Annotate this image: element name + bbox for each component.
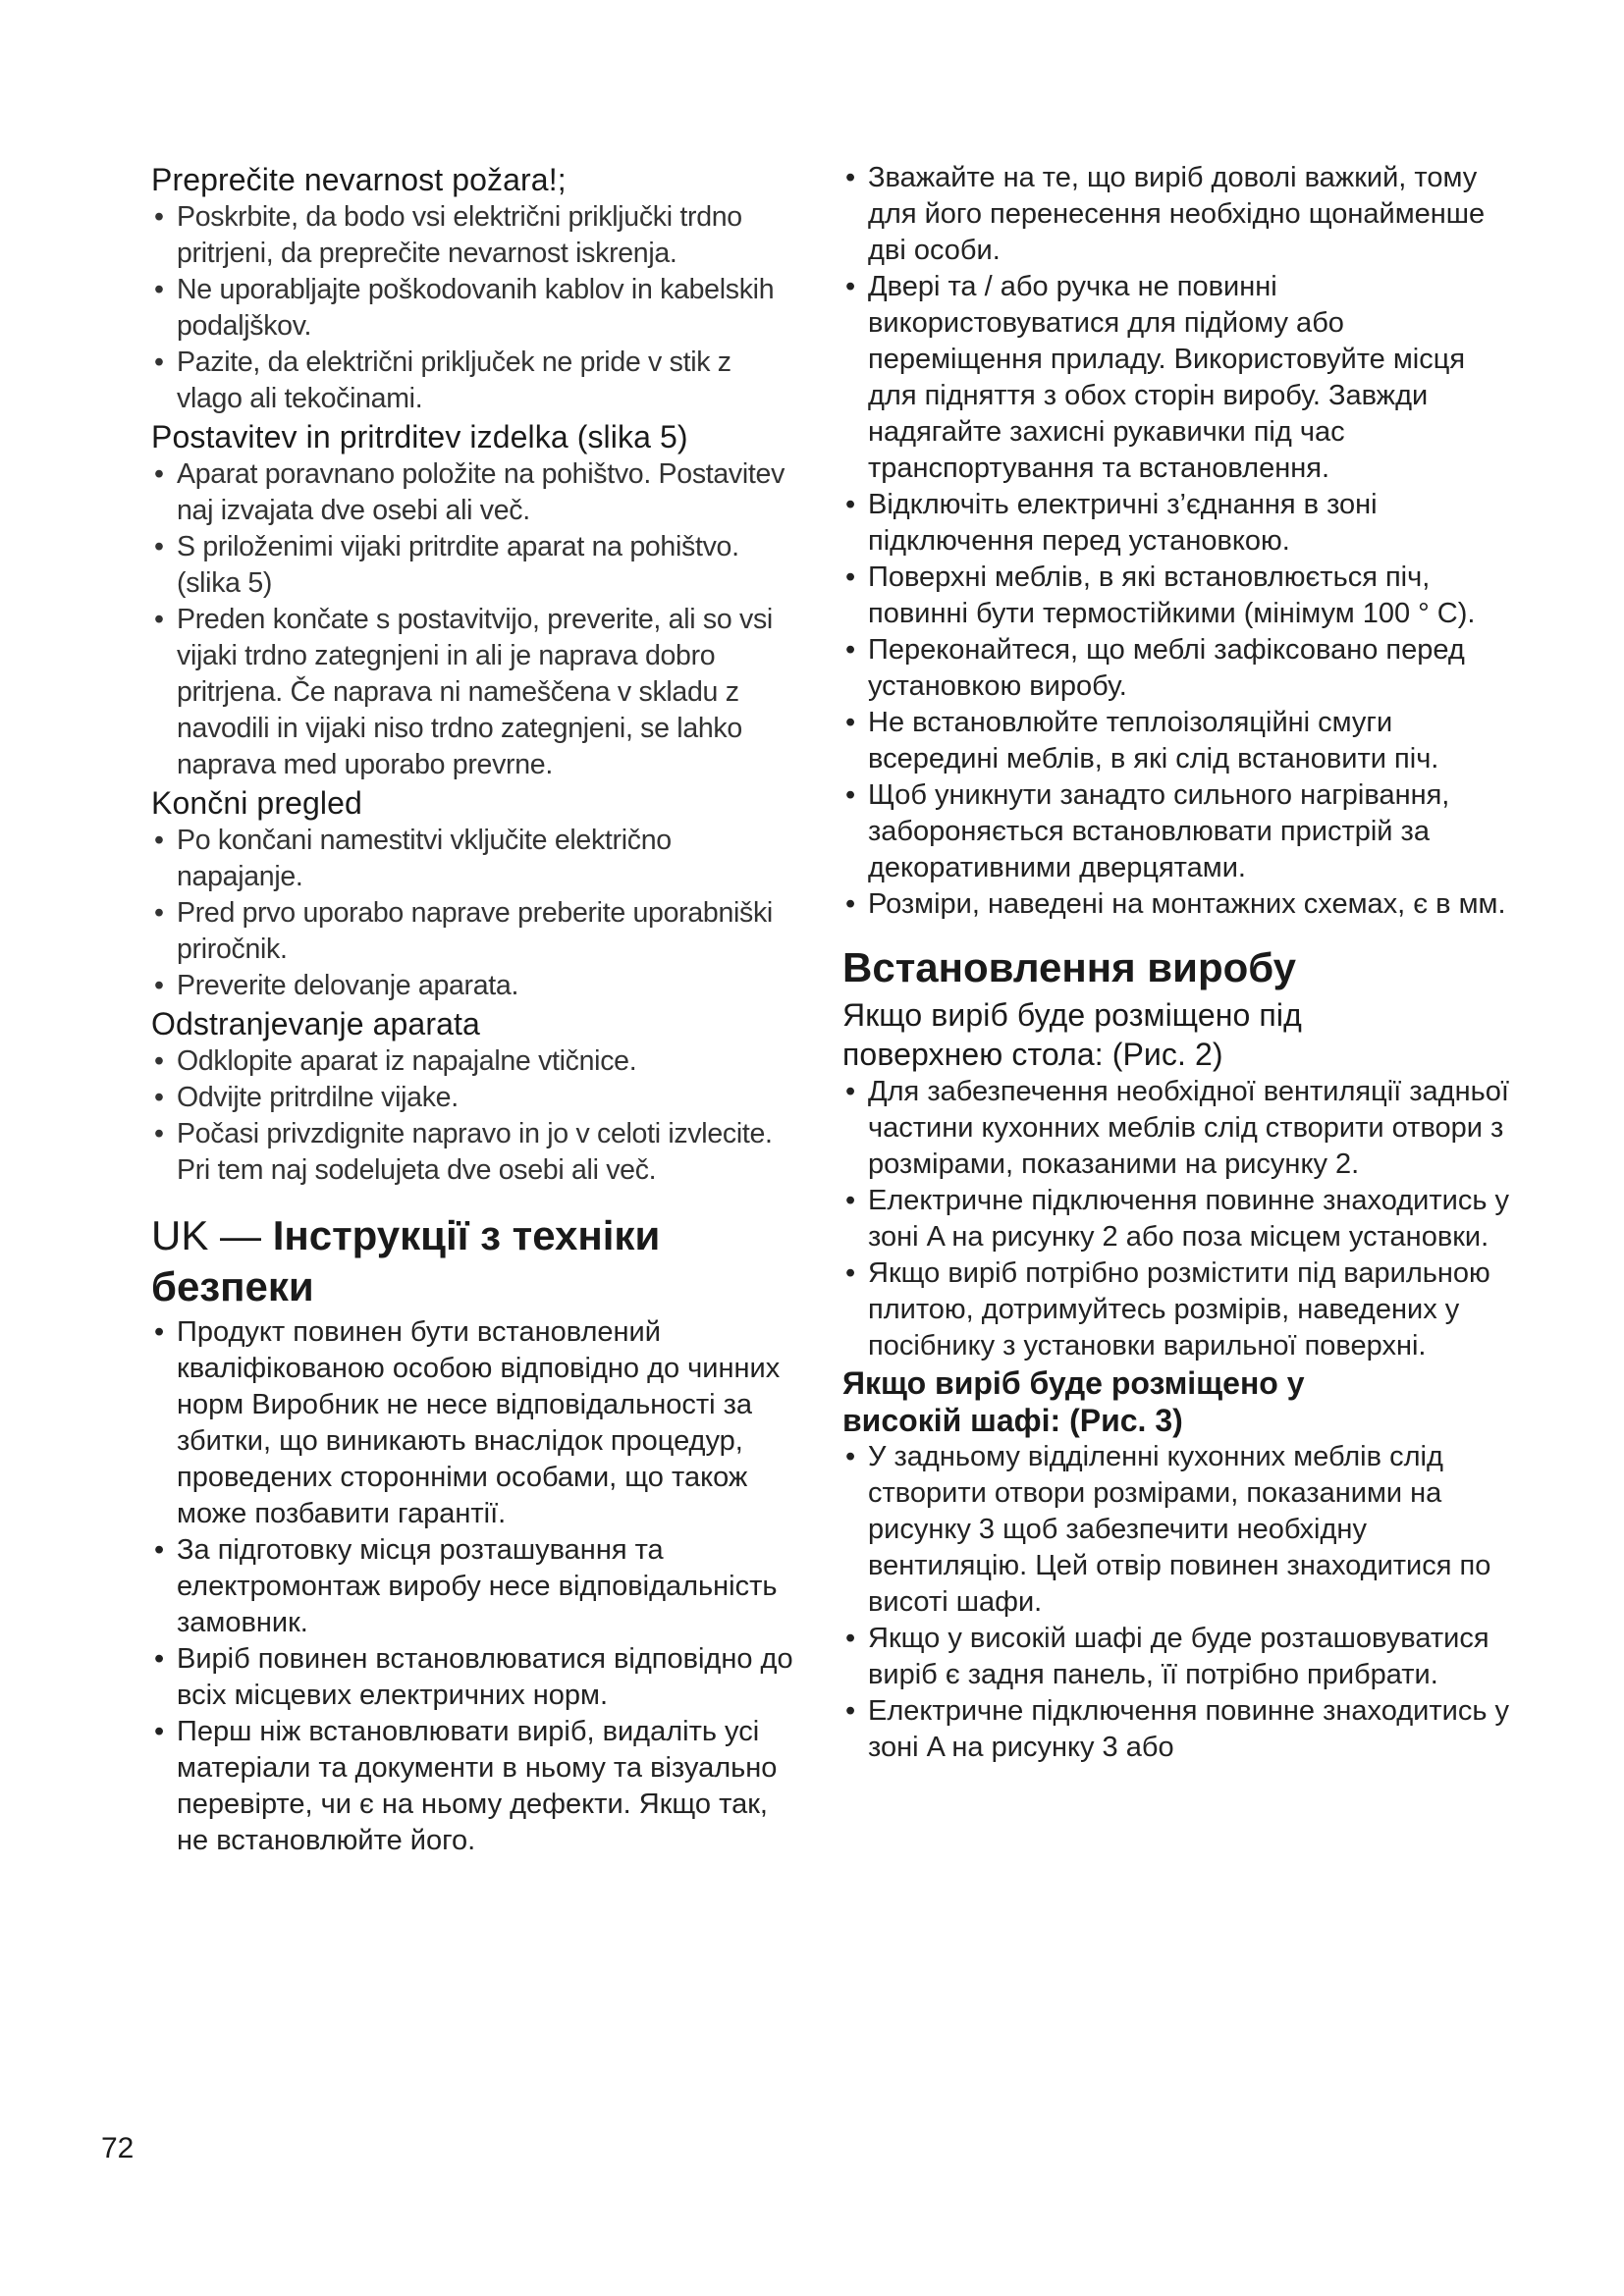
final-check-heading: Končni pregled: [151, 785, 362, 821]
placement-heading: Postavitev in pritrditev izdelka (slika 5): [151, 419, 688, 454]
list-item: • Preden končate s postavitvijo, preverite, ali so vsi vijaki trdno zategnjeni in ali je naprava dobro pritrjena. Če naprava ni nameščena v skladu z navodili in vijaki niso trdno zategnjeni, se lahko naprava med uporabo prevrne.: [151, 602, 799, 783]
list-item: • Odvijte pritrdilne vijake.: [151, 1080, 799, 1116]
list-item: • Odklopite aparat iz napajalne vtičnice.: [151, 1043, 799, 1080]
uk-safety-title: Інструкції з техніки безпеки: [151, 1212, 661, 1309]
under-table-list: [842, 1074, 1510, 1364]
uk-language-prefix: UK —: [151, 1212, 262, 1258]
list-item: • Не встановлюйте теплоізоляційні смуги всередині меблів, в які слід встановити піч.: [842, 705, 1510, 777]
list-item: • S priloženimi vijaki pritrdite aparat na pohištvo. (slika 5): [151, 529, 799, 602]
tall-cabinet-heading: Якщо виріб буде розміщено у високій шафі: (Рис. 3): [842, 1365, 1305, 1438]
fire-hazard-list: [151, 199, 799, 417]
slovenian-section: [151, 160, 799, 1189]
list-item: • Якщо виріб потрібно розмістити під варильною плитою, дотримуйтесь розмірів, наведених у посібнику з установки варильної поверхні.: [842, 1255, 1510, 1364]
fire-hazard-heading: Preprečite nevarnost požara!;: [151, 162, 567, 197]
list-item: • Електричне підключення повинне знаходитись у зоні A на рисунку 2 або поза місцем установки.: [842, 1183, 1510, 1255]
list-item: • Переконайтеся, що меблі зафіксовано перед установкою виробу.: [842, 632, 1510, 705]
list-item: • Pazite, da električni priključek ne pride v stik z vlago ali tekočinami.: [151, 345, 799, 417]
list-item: • Якщо у високій шафі де буде розташовуватися виріб є задня панель, її потрібно прибрати.: [842, 1621, 1510, 1693]
list-item: • У задньому відділенні кухонних меблів слід створити отвори розмірами, показаними на рисунку 3 щоб забезпечити необхідну вентиляцію. Цей отвір повинен знаходитися по висоті шафи.: [842, 1439, 1510, 1621]
list-item: • Відключіть електричні з’єднання в зоні підключення перед установкою.: [842, 487, 1510, 560]
list-item: • Двері та / або ручка не повинні використовуватися для підйому або переміщення приладу. Використовуйте місця для підняття з обох сторін виробу. Завжди надягайте захисні рукавички під час транспортування та встановлення.: [842, 269, 1510, 487]
final-check-list: [151, 823, 799, 1004]
installation-heading: Встановлення виробу: [842, 944, 1296, 990]
uk-safety-list-continued: [842, 160, 1510, 923]
list-item: • Електричне підключення повинне знаходитись у зоні A на рисунку 3 або: [842, 1693, 1510, 1766]
list-item: • Poskrbite, da bodo vsi električni priključki trdno pritrjeni, da preprečite nevarnost iskrenja.: [151, 199, 799, 272]
list-item: • Po končani namestitvi vključite električno napajanje.: [151, 823, 799, 895]
list-item: • Для забезпечення необхідної вентиляції задньої частини кухонних меблів слід створити отвори з розмірами, показаними на рисунку 2.: [842, 1074, 1510, 1183]
list-item: • Продукт повинен бути встановлений кваліфікованою особою відповідно до чинних норм Виробник не несе відповідальності за збитки, що виникають внаслідок процедур, проведених сторонніми особами, що також може позбавити гарантії.: [151, 1314, 799, 1532]
list-item: • Перш ніж встановлювати виріб, видаліть усі матеріали та документи в ньому та візуально перевірте, чи є на ньому дефекти. Якщо так, не встановлюйте його.: [151, 1714, 799, 1859]
page-number: 72: [101, 2132, 135, 2164]
removal-heading: Odstranjevanje aparata: [151, 1006, 480, 1041]
tall-cabinet-list: [842, 1439, 1510, 1766]
list-item: • Розміри, наведені на монтажних схемах, є в мм.: [842, 886, 1510, 923]
list-item: • Preverite delovanje aparata.: [151, 968, 799, 1004]
list-item: • Виріб повинен встановлюватися відповідно до всіх місцевих електричних норм.: [151, 1641, 799, 1714]
list-item: • За підготовку місця розташування та електромонтаж виробу несе відповідальність замовник.: [151, 1532, 799, 1641]
uk-safety-list: [151, 1314, 799, 1859]
left-column: [151, 160, 799, 1859]
list-item: • Pred prvo uporabo naprave preberite uporabniški priročnik.: [151, 895, 799, 968]
removal-list: [151, 1043, 799, 1189]
list-item: • Зважайте на те, що виріб доволі важкий, тому для його перенесення необхідно щонайменше дві особи.: [842, 160, 1510, 269]
right-column: [842, 160, 1510, 1766]
list-item: • Поверхні меблів, в які встановлюється піч, повинні бути термостійкими (мінімум 100 ° C).: [842, 560, 1510, 632]
list-item: • Щоб уникнути занадто сильного нагрівання, забороняється встановлювати пристрій за декоративними дверцятами.: [842, 777, 1510, 886]
list-item: • Ne uporabljajte poškodovanih kablov in kabelskih podaljškov.: [151, 272, 799, 345]
placement-list: [151, 456, 799, 783]
uk-safety-heading: [151, 1210, 799, 1312]
under-table-heading: Якщо виріб буде розміщено під поверхнею стола: (Рис. 2): [842, 997, 1302, 1072]
list-item: • Aparat poravnano položite na pohištvo. Postavitev naj izvajata dve osebi ali več.: [151, 456, 799, 529]
list-item: • Počasi privzdignite napravo in jo v celoti izvlecite. Pri tem naj sodelujeta dve osebi ali več.: [151, 1116, 799, 1189]
